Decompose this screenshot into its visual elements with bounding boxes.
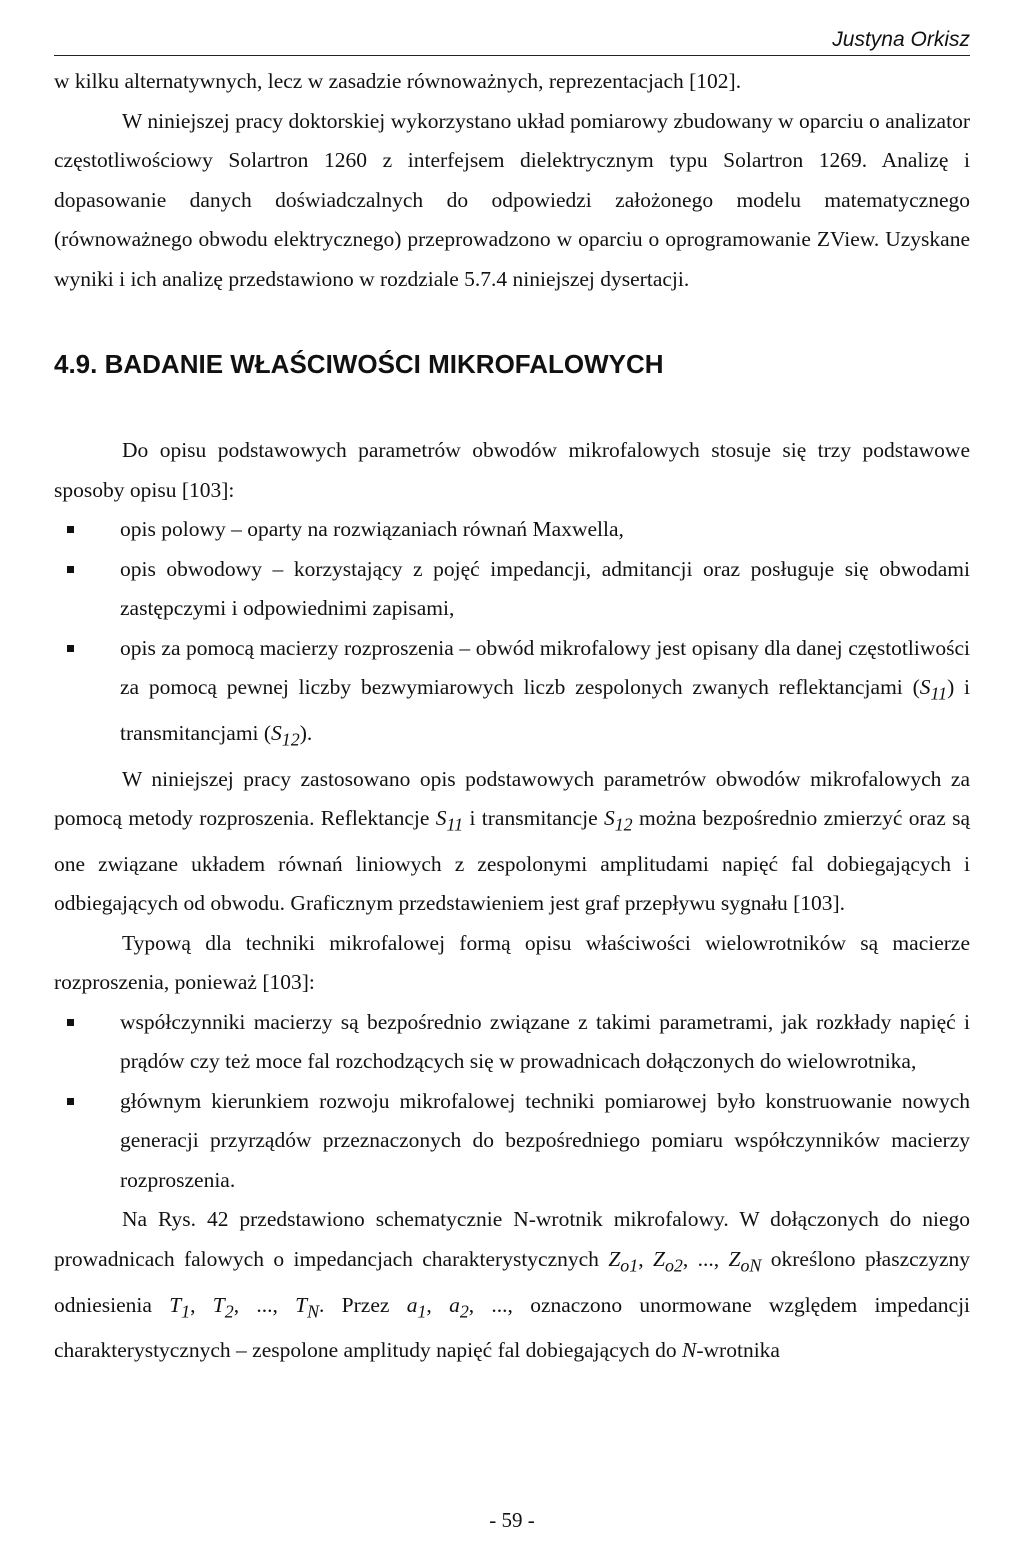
bullet-icon xyxy=(67,645,74,652)
symbol-n: N xyxy=(682,1338,697,1363)
symbol-z: Z xyxy=(608,1246,621,1271)
symbol-a: a xyxy=(449,1292,460,1317)
bullet-icon xyxy=(67,566,74,573)
bullet-icon xyxy=(67,526,74,533)
symbol-s: S xyxy=(603,806,615,831)
subscript: 1 xyxy=(181,1300,191,1321)
text-run: i transmitancje xyxy=(463,806,604,831)
symbol-t: T xyxy=(212,1292,225,1317)
subscript: 2 xyxy=(224,1300,234,1321)
subscript: 11 xyxy=(446,814,464,835)
subscript: 1 xyxy=(417,1300,427,1321)
text-run: można bezpośrednio zmierzyć oraz są one związane układem równań liniowych z zespolonymi amplitudami napięć fal dobiegających i odbiegających od obwodu. Graficznym przedstawieniem jest graf przepływu sygnału [103]. xyxy=(54,806,970,916)
subscript: 12 xyxy=(614,814,633,835)
page-number: - 59 - xyxy=(489,1508,535,1532)
paragraph-typical-form: Typową dla techniki mikrofalowej formą opisu właściwości wielowrotników są macierze rozproszenia, ponieważ [103]: xyxy=(54,930,970,995)
symbol-z: Z xyxy=(728,1246,741,1271)
text-run: , xyxy=(426,1292,450,1317)
symbol-t: T xyxy=(295,1292,308,1317)
list-item-text: opis polowy – oparty na rozwiązaniach równań Maxwella, xyxy=(120,517,624,541)
symbol-a: a xyxy=(406,1292,418,1317)
text-run: , ..., xyxy=(233,1292,296,1317)
paragraph-scattering-method xyxy=(54,760,970,924)
list-item-text: głównym kierunkiem rozwoju mikrofalowej techniki pomiarowej było konstruowanie nowych generacji przyrządów przeznaczonych do bezpośredniego pomiaru współczynników macierzy rozproszenia. xyxy=(120,1088,970,1192)
symbol-s: S xyxy=(271,720,282,745)
text-run: , ..., xyxy=(468,1292,531,1317)
running-header: Justyna Orkisz xyxy=(54,28,970,56)
text-run: określono płaszczyzny odniesienia xyxy=(54,1246,970,1317)
list-item-text: opis obwodowy – korzystający z pojęć impedancji, admitancji oraz posługuje się obwodami zastępczymi i odpowiednimi zapisami, xyxy=(120,556,970,620)
bullet-list-reasons xyxy=(54,1003,970,1201)
symbol-z: Z xyxy=(652,1246,665,1271)
paragraph-description-methods: Do opisu podstawowych parametrów obwodów mikrofalowych stosuje się trzy podstawowe sposoby opisu [103]: xyxy=(54,438,970,502)
subscript: oN xyxy=(740,1255,762,1276)
symbol-s: S xyxy=(435,806,447,831)
list-item xyxy=(54,1082,970,1201)
subscript: o2 xyxy=(664,1255,683,1276)
list-item xyxy=(54,550,970,629)
bullet-icon xyxy=(67,1019,74,1026)
list-item xyxy=(54,510,970,550)
subscript: 11 xyxy=(930,683,948,704)
text-run: -wrotnika xyxy=(696,1338,780,1363)
text-run: , ..., xyxy=(682,1246,729,1271)
text-run: , xyxy=(190,1292,213,1317)
list-item-text: opis za pomocą macierzy rozproszenia – obwód mikrofalowy jest opisany dla danej częstotliwości za pomocą pewnej liczby bezwymiarowych liczb zespolonych zwanych reflektancjami ( xyxy=(120,635,970,699)
bullet-list-methods xyxy=(54,510,970,760)
list-item-text: ) i transmitancjami ( xyxy=(120,675,970,745)
text-run: Na Rys. 42 przedstawiono schematycznie N-wrotnik mikrofalowy. W dołączonych do niego prowadnicach falowych o impedancjach charakterystycznych xyxy=(54,1207,970,1271)
paragraph-measurement-setup: W niniejszej pracy doktorskiej wykorzystano układ pomiarowy zbudowany w oparciu o analizator częstotliwościowy Solartron 1260 z interfejsem dielektrycznym typu Solartron 1269. Analizę i dopasowanie danych doświadczalnych do odpowiedzi założonego modelu matematycznego (równoważnego obwodu elektrycznego) przeprowadzono w oparciu o oprogramowanie ZView. Uzyskane wyniki i ich analizę przedstawiono w rozdziale 5.7.4 niniejszej dysertacji. xyxy=(54,108,970,291)
text-run: , xyxy=(638,1246,653,1271)
subscript: 2 xyxy=(459,1300,469,1321)
paragraph-n-port xyxy=(54,1200,970,1371)
list-item xyxy=(54,629,970,760)
bullet-icon xyxy=(67,1098,74,1105)
subscript: 12 xyxy=(281,729,300,750)
symbol-t: T xyxy=(169,1292,182,1317)
list-item xyxy=(54,1003,970,1082)
text-run: . Przez xyxy=(319,1292,407,1317)
page-body xyxy=(54,62,970,1371)
text-run: W niniejszej pracy zastosowano opis podstawowych parametrów obwodów mikrofalowych za pomocą metody rozproszenia. Reflektancje xyxy=(54,766,970,831)
list-item-text: ). xyxy=(299,720,313,745)
list-item-text: współczynniki macierzy są bezpośrednio związane z takimi parametrami, jak rozkłady napięć i prądów czy też moce fal rozchodzących się w prowadnicach dołączonych do wielowrotnika, xyxy=(120,1009,970,1074)
text-run: oznaczono unormowane względem impedancji charakterystycznych – zespolone amplitudy napięć fal dobiegających do xyxy=(54,1292,971,1363)
subscript: N xyxy=(307,1300,320,1321)
symbol-s: S xyxy=(919,675,931,699)
paragraph-continued: w kilku alternatywnych, lecz w zasadzie równoważnych, reprezentacjach [102]. xyxy=(54,69,742,93)
subscript: o1 xyxy=(620,1255,639,1276)
section-heading: 4.9. BADANIE WŁAŚCIWOŚCI MIKROFALOWYCH xyxy=(54,349,664,379)
